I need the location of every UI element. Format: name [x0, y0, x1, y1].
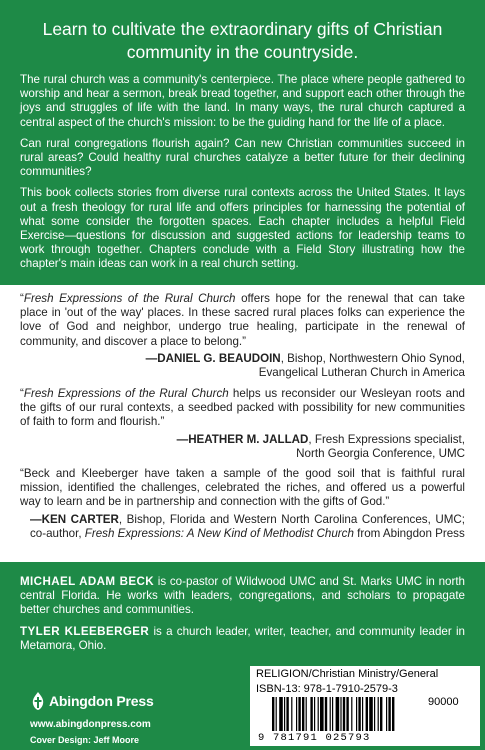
headline: Learn to cultivate the extraordinary gifts of Christian community in the countryside. — [42, 19, 443, 62]
barcode-bar — [340, 697, 341, 731]
barcode-bar — [374, 697, 375, 731]
barcode-bar — [336, 697, 340, 731]
endorsement-1 — [20, 292, 465, 380]
barcode-bar — [386, 697, 387, 731]
barcode-bar — [279, 697, 283, 731]
barcode-bar — [358, 697, 360, 731]
barcode-bar — [380, 697, 382, 731]
endorser-role: North Georgia Conference, UMC — [296, 446, 465, 460]
author-name: TYLER KLEEBERGER — [20, 624, 150, 638]
barcode-box — [250, 666, 480, 746]
book-title: Fresh Expressions: A New Kind of Methodist Church — [84, 526, 354, 540]
flame-cross-icon — [30, 691, 46, 711]
description-paragraph-2: Can rural congregations flourish again? Can new Christian communities succeed in rural areas? Could healthy rural churches catalyze a better future for their declining communities? — [20, 136, 465, 179]
barcode-digits: 9 781791 025793 — [258, 732, 371, 744]
barcode-bar — [346, 697, 348, 731]
barcode-bar — [366, 697, 368, 731]
barcode-bar — [314, 697, 315, 731]
endorsement-quote: “Fresh Expressions of the Rural Church helps us reconsider our Wesleyan roots and the gifts of our rural contexts, a seedbed packed with possibility for new communities of faith to form and flourish.” — [20, 387, 465, 429]
barcode-bar — [332, 697, 333, 731]
barcode-bar — [318, 697, 319, 731]
author-bio-2: TYLER KLEEBERGER is a church leader, writer, teacher, and community leader in Metamora, Ohio. — [20, 624, 465, 652]
endorser-name: —DANIEL G. BEAUDOIN — [145, 351, 281, 365]
barcode-bar — [330, 697, 331, 731]
price-code: 90000 — [428, 696, 459, 708]
endorser-role: Evangelical Lutheran Church in America — [258, 366, 465, 380]
endorsement-quote: “Beck and Kleeberger have taken a sample of the good soil that is faithful rural mission, identified the challenges, celebrated the riches, and offered us a powerful way to learn and be in partnership and connection with the gifts of God.” — [20, 467, 465, 509]
description — [20, 73, 465, 279]
barcode-bar — [291, 697, 292, 731]
barcode-bar — [369, 697, 373, 731]
publisher-logo — [30, 690, 154, 712]
publisher-block — [30, 690, 210, 745]
barcode-bar — [296, 697, 297, 731]
barcode-bar — [276, 697, 277, 731]
endorsement-quote: “Fresh Expressions of the Rural Church offers hope for the renewal that can take place in 'out of the way' places. In these sacred rural places folks can experience the love of God and neighbor, undergo true healing, participate in the renewal of community, and discover a place to belong.” — [20, 292, 465, 348]
bisac-category: RELIGION/Christian Ministry/General — [256, 668, 439, 680]
barcode-bar — [272, 697, 274, 731]
cover-design-credit: Cover Design: Jeff Moore — [30, 735, 140, 745]
book-title: Fresh Expressions of the Rural Church — [23, 387, 229, 400]
author-bio-1: MICHAEL ADAM BECK is co-pastor of Wildwood UMC and St. Marks UMC in north central Florida. He works with leaders, congregations, and scholars to propagate better churches and communities. — [20, 575, 465, 617]
publisher-url: www.abingdonpress.com — [30, 719, 151, 730]
barcode-bar — [306, 697, 307, 731]
barcode-bar — [356, 697, 357, 731]
barcode-bar — [302, 697, 304, 731]
barcode-bar — [310, 697, 312, 731]
endorsement-3 — [20, 467, 465, 541]
endorsement-attribution: —KEN CARTER, Bishop, Florida and Western North Carolina Conferences, UMC; co-author, Fresh Expressions: A New Kind of Methodist Church from Abingdon Press — [30, 512, 465, 540]
barcode-bar — [325, 697, 327, 731]
barcode-bar — [298, 697, 300, 731]
barcode-bar — [388, 697, 390, 731]
description-paragraph-3: This book collects stories from diverse rural contexts across the United States. It lays out a fresh theology for rural life and offers principles for harnessing the potential of what some consider the forgotten spaces. Each chapter includes a helpful Field Exercise—questions for discussion and suggested actions for leadership teams to work through together. Chapters conclude with a Field Story illustrating how the chapter's main ideas can work in a real church setting. — [20, 186, 465, 271]
barcode-bar — [362, 697, 363, 731]
endorsements-panel — [0, 285, 485, 562]
endorsement-2 — [20, 387, 465, 461]
description-paragraph-1: The rural church was a community's centerpiece. The place where people gathered to worship and hear a sermon, break bread together, and support each other through the joys and struggles of life with the land. In many ways, the rural church captured a central aspect of the church's mission: to be the guiding hand for the life of a place. — [20, 73, 465, 129]
barcode-bar — [392, 697, 394, 731]
publisher-name: Abingdon Press — [49, 693, 154, 709]
barcode-bar — [320, 697, 324, 731]
endorser-name: —KEN CARTER — [30, 512, 119, 526]
endorsement-attribution: —HEATHER M. JALLAD, Fresh Expressions specialist, — [176, 432, 465, 446]
author-name: MICHAEL ADAM BECK — [20, 575, 155, 588]
barcode-bar — [284, 697, 285, 731]
isbn: ISBN-13: 978-1-7910-2579-3 — [256, 683, 398, 695]
endorser-name: —HEATHER M. JALLAD — [176, 432, 309, 446]
author-bios — [20, 575, 465, 660]
barcode-bar — [351, 697, 352, 731]
book-title: Fresh Expressions of the Rural Church — [23, 292, 236, 305]
barcode-bar — [378, 697, 379, 731]
barcode-bar — [343, 697, 345, 731]
endorsement-attribution: —DANIEL G. BEAUDOIN, Bishop, Northwestern Ohio Synod, — [145, 351, 465, 365]
barcode-bar — [286, 697, 288, 731]
